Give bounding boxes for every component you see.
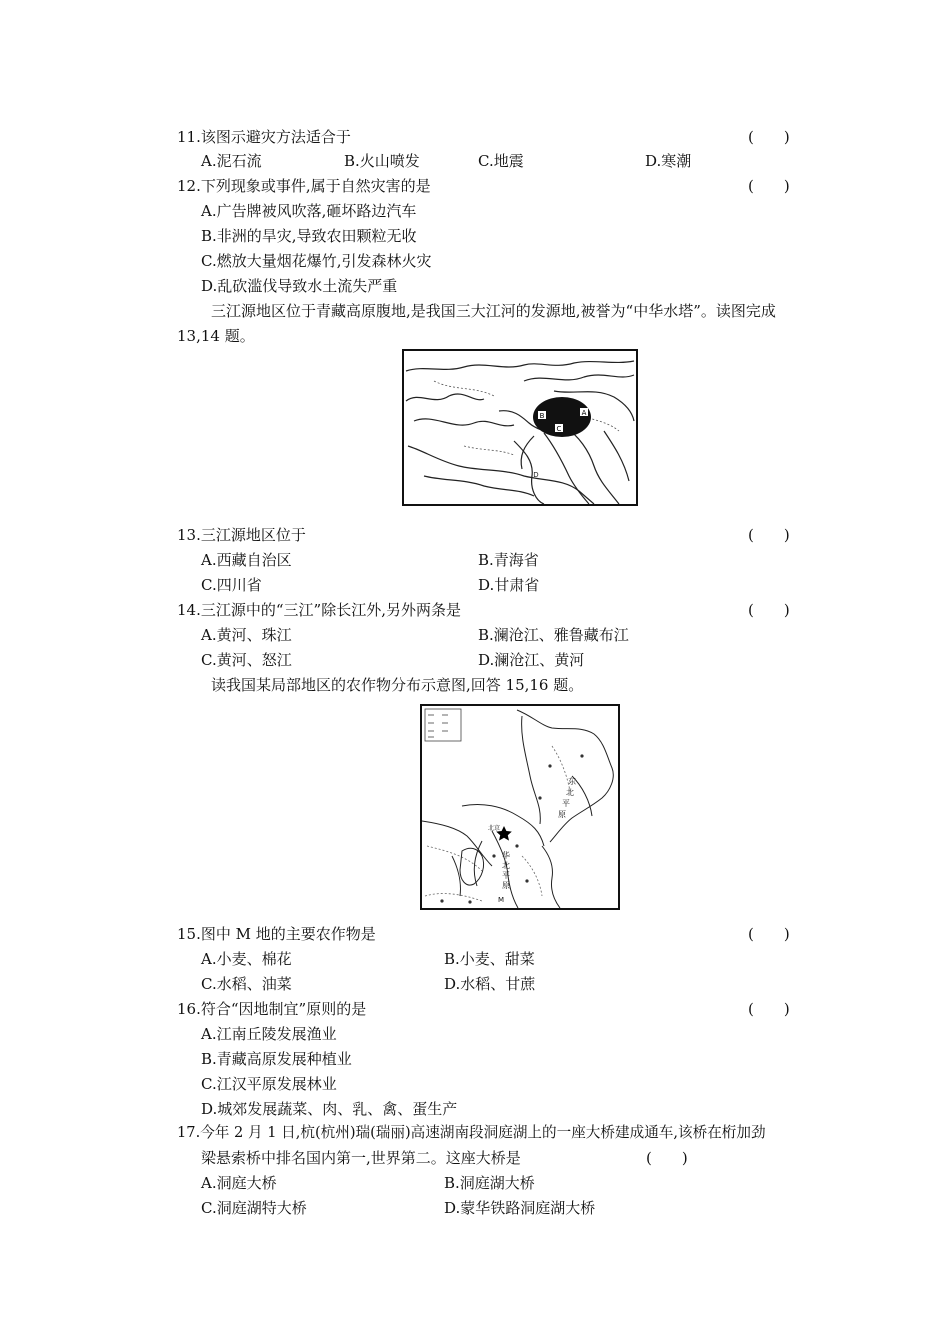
q11-option-d: D.寒潮	[645, 152, 692, 170]
q15-option-a: A.小麦、棉花	[201, 950, 292, 968]
q16-answer-paren: ( )	[748, 1000, 790, 1018]
q11-option-a: A.泥石流	[201, 152, 262, 170]
q16-stem: 16.符合“因地制宜”原则的是	[177, 1000, 367, 1018]
sanjiangyuan-map	[402, 349, 638, 506]
q14-option-a: A.黄河、珠江	[201, 626, 292, 644]
q15-option-b: B.小麦、甜菜	[444, 950, 535, 968]
q13-option-b: B.青海省	[478, 551, 539, 569]
q13-answer-paren: ( )	[748, 526, 790, 544]
q16-option-d: D.城郊发展蔬菜、肉、乳、禽、蛋生产	[201, 1100, 458, 1118]
q17-answer-paren: ( )	[646, 1149, 688, 1167]
intro-13-14-line1: 三江源地区位于青藏高原腹地,是我国三大江河的发源地,被誉为“中华水塔”。读图完成	[211, 302, 776, 320]
map2-label-beijing: 北京	[488, 825, 501, 832]
map2-label-hua: 华	[502, 851, 510, 860]
q14-stem: 14.三江源中的“三江”除长江外,另外两条是	[177, 601, 461, 619]
legend-box	[425, 709, 461, 741]
q17-option-a: A.洞庭大桥	[201, 1174, 277, 1192]
q14-option-c: C.黄河、怒江	[201, 651, 292, 669]
map2-label-ping-2: 平	[502, 871, 510, 880]
map2-label-yuan-2: 原	[502, 881, 510, 890]
q13-option-a: A.西藏自治区	[201, 551, 292, 569]
q13-option-c: C.四川省	[201, 576, 262, 594]
crop-distribution-map	[420, 704, 620, 910]
map2-label-m: M	[498, 896, 505, 904]
q12-option-d: D.乱砍滥伐导致水土流失严重	[201, 277, 398, 295]
q11-option-b: B.火山喷发	[344, 152, 420, 170]
q15-answer-paren: ( )	[748, 925, 790, 943]
q14-option-d: D.澜沧江、黄河	[478, 651, 585, 669]
q17-option-b: B.洞庭湖大桥	[444, 1174, 535, 1192]
map2-label-dong: 东	[568, 777, 576, 786]
crop-symbols	[440, 754, 583, 903]
q15-stem: 15.图中 M 地的主要农作物是	[177, 925, 376, 943]
map1-label-a: A	[581, 409, 587, 417]
q14-option-b: B.澜沧江、雅鲁藏布江	[478, 626, 629, 644]
map2-label-ping-1: 平	[562, 799, 570, 808]
map2-label-bei-1: 北	[566, 788, 574, 797]
q15-option-c: C.水稻、油菜	[201, 975, 292, 993]
q17-option-c: C.洞庭湖特大桥	[201, 1199, 307, 1217]
q12-stem: 12.下列现象或事件,属于自然灾害的是	[177, 177, 431, 195]
map1-label-c: C	[556, 425, 562, 433]
map1-label-d: D	[533, 471, 539, 479]
q11-stem: 11.该图示避灾方法适合于	[177, 128, 351, 146]
q16-option-b: B.青藏高原发展种植业	[201, 1050, 352, 1068]
map2-label-yuan-1: 原	[558, 810, 566, 819]
q17-option-d: D.蒙华铁路洞庭湖大桥	[444, 1199, 596, 1217]
q13-stem: 13.三江源地区位于	[177, 526, 306, 544]
q14-answer-paren: ( )	[748, 601, 790, 619]
q12-option-a: A.广告牌被风吹落,砸坏路边汽车	[201, 202, 417, 220]
q11-answer-paren: ( )	[748, 128, 790, 146]
q17-stem-line2: 梁悬索桥中排名国内第一,世界第二。这座大桥是	[201, 1149, 521, 1167]
q12-answer-paren: ( )	[748, 177, 790, 195]
q12-option-b: B.非洲的旱灾,导致农田颗粒无收	[201, 227, 417, 245]
q15-option-d: D.水稻、甘蔗	[444, 975, 536, 993]
q12-option-c: C.燃放大量烟花爆竹,引发森林火灾	[201, 252, 432, 270]
q17-stem-line1: 17.今年 2 月 1 日,杭(杭州)瑞(瑞丽)高速湖南段洞庭湖上的一座大桥建成通车,该桥在桁加劲	[177, 1124, 766, 1141]
map1-label-b: B	[539, 412, 545, 420]
q11-option-c: C.地震	[478, 152, 524, 170]
q16-option-c: C.江汉平原发展林业	[201, 1075, 337, 1093]
intro-13-14-line2: 13,14 题。	[177, 327, 255, 345]
intro-15-16: 读我国某局部地区的农作物分布示意图,回答 15,16 题。	[211, 676, 584, 694]
q16-option-a: A.江南丘陵发展渔业	[201, 1025, 337, 1043]
q13-option-d: D.甘肃省	[478, 576, 540, 594]
map2-label-bei-2: 北	[502, 861, 510, 870]
